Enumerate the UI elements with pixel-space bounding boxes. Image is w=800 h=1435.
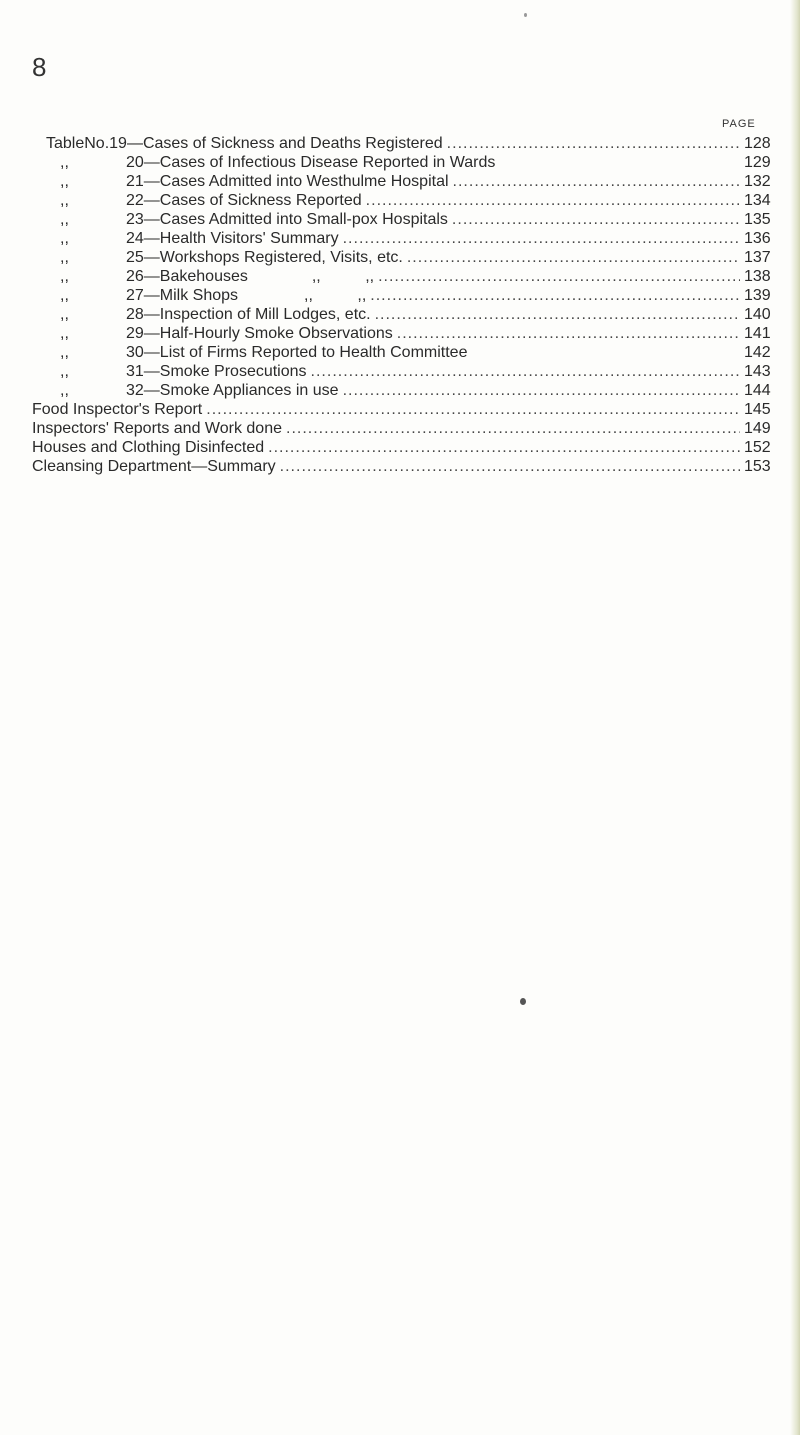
toc-entry-title: 22—Cases of Sickness Reported (126, 192, 362, 209)
dot-leader (286, 419, 740, 438)
dot-leader (397, 324, 740, 343)
dot-leader (343, 229, 740, 248)
toc-entry-page: 135 (744, 211, 771, 228)
toc-entry-title: 21—Cases Admitted into Westhulme Hospital (126, 173, 449, 190)
toc-entry-page: 134 (744, 192, 771, 209)
toc-entry-prefix: TableNo. (46, 135, 110, 152)
toc-entry-page: 142 (744, 344, 771, 361)
toc-entry-title: 28—Inspection of Mill Lodges, etc. (126, 306, 371, 323)
toc-entry (46, 172, 774, 191)
page-edge-shading (790, 0, 800, 1435)
toc-entry-title: 31—Smoke Prosecutions (126, 363, 307, 380)
toc-entry (46, 248, 774, 267)
ditto-mark: ,, (60, 192, 69, 209)
toc-entry (46, 210, 774, 229)
toc-entry-title: 32—Smoke Appliances in use (126, 382, 339, 399)
toc-entry (46, 305, 774, 324)
dot-leader (311, 362, 740, 381)
ditto-mark: ,, (60, 287, 69, 304)
ditto-mark: ,, (60, 268, 69, 285)
dot-leader (370, 286, 740, 305)
toc-entry (46, 191, 774, 210)
toc-entry-title: 26—Bakehouses (126, 268, 248, 285)
toc-entry (46, 381, 774, 400)
dot-leader (407, 248, 740, 267)
dot-leader (447, 134, 740, 153)
toc-entry (32, 400, 774, 419)
toc-entry-page: 128 (744, 135, 771, 152)
toc-entry-page: 152 (744, 439, 771, 456)
toc-entry-page: 136 (744, 230, 771, 247)
toc-entry (46, 267, 774, 286)
ditto-mark: ,, ,, (311, 268, 375, 285)
dot-leader (453, 172, 740, 191)
toc-entry-page: 137 (744, 249, 771, 266)
speck-mark (524, 13, 527, 17)
toc-entry-page: 129 (744, 154, 771, 171)
ditto-mark: ,, (60, 173, 69, 190)
ditto-mark: ,, (60, 230, 69, 247)
toc-entry-title: Inspectors' Reports and Work done (32, 420, 282, 437)
toc-entry-title: 19—Cases of Sickness and Deaths Registered (109, 135, 443, 152)
toc-entry-title: 30—List of Firms Reported to Health Committee (126, 344, 468, 361)
toc-entry-title: 29—Half-Hourly Smoke Observations (126, 325, 393, 342)
dot-leader (206, 400, 740, 419)
toc-entry (46, 229, 774, 248)
toc-entry-title: Houses and Clothing Disinfected (32, 439, 265, 456)
toc-entry-title: Food Inspector's Report (32, 401, 203, 418)
toc-entry-title: 25—Workshops Registered, Visits, etc. (126, 249, 403, 266)
ditto-mark: ,, (60, 344, 69, 361)
ditto-mark: ,, (60, 306, 69, 323)
toc-entry (46, 134, 774, 153)
ditto-mark: ,, (60, 154, 69, 171)
ditto-mark: ,, (60, 211, 69, 228)
dot-leader (280, 457, 740, 476)
ditto-mark: ,, (60, 249, 69, 266)
dot-leader (343, 381, 740, 400)
toc-entry (32, 438, 774, 457)
ditto-mark: ,, (60, 325, 69, 342)
toc-entry (46, 343, 774, 362)
toc-entry (32, 419, 774, 438)
toc-entry (46, 362, 774, 381)
toc-entry-page: 149 (744, 420, 771, 437)
dot-leader (268, 438, 740, 457)
toc-entry (46, 286, 774, 305)
toc-entry-title: 23—Cases Admitted into Small-pox Hospitals (126, 211, 448, 228)
dot-leader (366, 191, 740, 210)
toc-entry-page: 141 (744, 325, 771, 342)
toc-entry (46, 153, 774, 172)
ink-spot-mark (520, 998, 526, 1005)
toc-entry-page: 144 (744, 382, 771, 399)
toc-entry (46, 324, 774, 343)
dot-leader (452, 210, 740, 229)
toc-entry-page: 138 (744, 268, 771, 285)
dot-leader (375, 305, 740, 324)
ditto-mark: ,, (60, 382, 69, 399)
toc-entry-title: Cleansing Department—Summary (32, 458, 276, 475)
page-column-label: PAGE (722, 118, 756, 130)
ditto-mark: ,, (60, 363, 69, 380)
toc-entry-title: 24—Health Visitors' Summary (126, 230, 339, 247)
dot-leader (378, 267, 740, 286)
ditto-mark: ,, ,, (304, 287, 367, 304)
toc-entry-page: 140 (744, 306, 771, 323)
toc-entry-page: 139 (744, 287, 771, 304)
toc-entry-page: 143 (744, 363, 771, 380)
page-number: 8 (32, 52, 47, 82)
toc-entry-page: 145 (744, 401, 771, 418)
table-of-contents (32, 134, 774, 476)
toc-entry-page: 132 (744, 173, 771, 190)
toc-entry-page: 153 (744, 458, 771, 475)
toc-entry-title: 27—Milk Shops (126, 287, 239, 304)
toc-entry (32, 457, 774, 476)
toc-entry-title: 20—Cases of Infectious Disease Reported in Wards (126, 154, 496, 171)
